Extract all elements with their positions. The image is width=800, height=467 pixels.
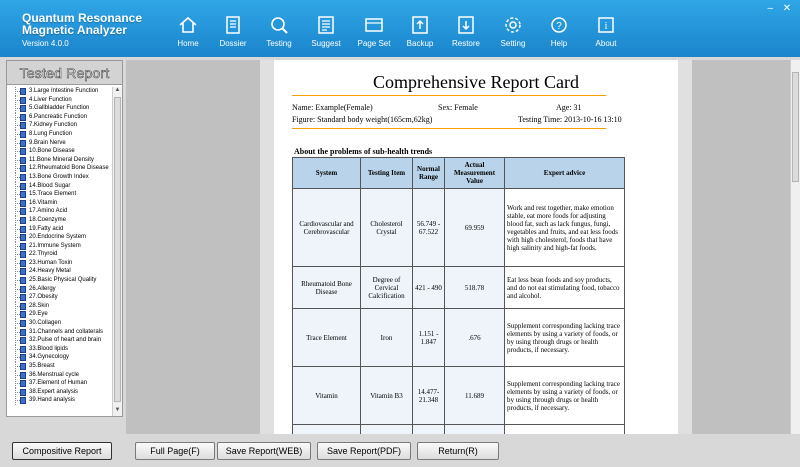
tree-scrollbar[interactable] [112,87,122,416]
table-header-cell: System [293,158,361,189]
tree-scroll-thumb[interactable] [114,97,121,402]
report-tree-item-label: 19.Fatty acid [29,225,64,232]
testing-time: Testing Time: 2013-10-16 13:10 [518,115,622,124]
table-cell: Cholesterol Crystal [361,189,413,267]
report-tree-item[interactable] [7,293,111,302]
document-icon [20,260,26,267]
report-tree-item[interactable] [7,345,111,354]
toolbar-setting-button[interactable] [491,14,535,48]
report-tree-item-label: 35.Breast [29,363,55,369]
report-tree-item[interactable] [7,310,111,319]
compositive-report-button[interactable]: Compositive Report [12,442,112,460]
backup-icon [409,14,431,36]
document-icon [20,243,26,250]
report-tree-item-label: 13.Bone Growth Index [29,173,89,180]
tested-report-panel [6,60,123,417]
report-tree-item-label: 18.Coenzyme [29,216,67,223]
toolbar-label: Dossier [219,39,247,48]
toolbar-label: About [595,39,617,48]
report-tree-item-label: 34.Gynecology [29,354,70,361]
toolbar-home-button[interactable] [166,14,210,48]
report-tree-item[interactable] [7,225,111,234]
scroll-up-icon[interactable]: ▲ [114,87,121,93]
top-toolbar [0,0,800,57]
report-tree-item-label: 11.Bone Mineral Density [29,156,94,163]
table-cell [361,425,413,435]
report-tree-item[interactable] [7,379,111,388]
report-tree-item[interactable] [7,121,111,130]
restore-icon [455,14,477,36]
save-report-pdf-button[interactable]: Save Report(PDF) [317,442,411,460]
viewer-scroll-thumb[interactable] [792,72,799,182]
report-tree-item-label: 24.Heavy Metal [29,268,71,275]
toolbar-label: Suggest [311,39,341,48]
document-icon [20,191,26,198]
document-icon [20,329,26,336]
report-tree-item-label: 23.Human Toxin [29,259,73,266]
patient-sex: Sex: Female [438,103,478,112]
toolbar-label: Setting [500,39,526,48]
report-page [274,60,678,434]
report-tree-item-label: 30.Collagen [29,320,62,327]
document-icon [20,208,26,215]
testing-icon [268,14,290,36]
table-cell: Vitamin B3 [361,367,413,425]
report-tree-item[interactable] [7,319,111,328]
report-tree-item[interactable] [7,207,111,216]
document-icon [20,303,26,310]
scroll-down-icon[interactable]: ▼ [114,407,121,413]
document-icon [20,122,26,129]
report-tree-item-label: 7.Kidney Function [29,122,78,129]
app-version: Version 4.0.0 [22,39,69,48]
section-title: About the problems of sub-health trends [294,147,433,156]
report-tree-item-label: 17.Amino Acid [29,208,68,215]
save-report-web-button[interactable]: Save Report(WEB) [217,442,311,460]
report-tree-item-label: 8.Lung Function [29,130,73,137]
table-cell: 421 - 490 [413,267,445,309]
document-icon [20,97,26,104]
report-tree-item[interactable] [7,216,111,225]
report-tree-item[interactable] [7,276,111,285]
report-tree-item[interactable] [7,182,111,191]
document-icon [20,165,26,172]
table-row [293,367,625,425]
report-tree-item-label: 14.Blood Sugar [29,182,71,189]
document-icon [20,380,26,387]
report-viewer [126,60,800,434]
report-tree-item[interactable] [7,336,111,345]
document-icon [20,131,26,138]
viewer-scrollbar[interactable] [790,60,800,434]
minimize-button[interactable]: – [767,3,773,14]
report-tree-item-label: 32.Pulse of heart and brain [29,337,102,344]
expert-advice-cell: Supplement corresponding lacking trace elements by using a variety of foods, or by using through drugs or health products, if necessary. [505,309,625,367]
document-icon [20,251,26,258]
document-icon [20,88,26,95]
report-tree-item[interactable] [7,302,111,311]
table-row [293,425,625,435]
table-header-cell: Actual Measurement Value [445,158,505,189]
report-tree-item-label: 16.Vitamin [29,199,58,206]
toolbar-label: Help [550,39,568,48]
report-tree-item[interactable] [7,147,111,156]
dossier-icon [222,14,244,36]
report-tree-item[interactable] [7,87,111,96]
report-tree-item[interactable] [7,156,111,165]
app-brand [22,12,142,50]
report-tree-item[interactable] [7,190,111,199]
document-icon [20,389,26,396]
table-header-cell: Normal Range [413,158,445,189]
report-tree-item[interactable] [7,104,111,113]
document-icon [20,114,26,121]
report-tree-item[interactable] [7,242,111,251]
report-tree-item[interactable] [7,173,111,182]
document-icon [20,311,26,318]
gear-icon [502,14,524,36]
toolbar-restore-button[interactable] [444,14,488,48]
tested-report-title: Tested Report [7,61,122,85]
patient-age: Age: 31 [556,103,582,112]
report-tree-item-label: 33.Blood lipids [29,345,69,352]
report-tree-item-label: 6.Pancreatic Function [29,113,88,120]
report-tree-item-label: 37.Element of Human [29,380,88,387]
report-tree-item-label: 22.Thyroid [29,251,58,258]
report-tree-item-label: 15.Trace Element [29,191,77,198]
toolbar-backup-button[interactable] [398,14,442,48]
table-row [293,189,625,267]
toolbar-testing-button[interactable] [257,14,301,48]
table-cell: Trace Element [293,309,361,367]
report-tree-item[interactable] [7,371,111,380]
report-title: Comprehensive Report Card [373,72,579,92]
table-cell: 11.689 [445,367,505,425]
patient-figure: Figure: Standard body weight(165cm,62kg) [292,115,433,124]
toolbar-help-button[interactable] [537,14,581,48]
page-gutter-right [678,60,692,434]
info-divider [292,128,606,129]
suggest-icon [315,14,337,36]
document-icon [20,183,26,190]
svg-text:?: ? [556,21,562,32]
patient-name: Name: Example(Female) [292,103,373,112]
toolbar-dossier-button[interactable] [211,14,255,48]
report-tree-item-label: 27.Obesity [29,294,58,301]
report-tree-item[interactable] [7,164,111,173]
svg-text:i: i [604,21,608,32]
report-tree-item[interactable] [7,328,111,337]
report-tree-item[interactable] [7,250,111,259]
report-tree-item[interactable] [7,267,111,276]
table-cell: 1.151 - 1.847 [413,309,445,367]
table-cell [413,425,445,435]
document-icon [20,157,26,164]
table-cell [445,425,505,435]
report-tree-item[interactable] [7,96,111,105]
table-cell: 69.959 [445,189,505,267]
toolbar-label: Restore [451,39,480,48]
report-tree-item-label: 4.Liver Function [29,96,72,103]
report-tree-item-label: 36.Menstrual cycle [29,371,80,378]
report-tree-item-label: 28.Skin [29,302,50,309]
page-gutter-left [260,60,274,434]
sub-health-table [292,157,625,434]
document-icon [20,397,26,404]
document-icon [20,286,26,293]
report-tree-item-label: 25.Basic Physical Quality [29,277,97,284]
report-tree-item[interactable] [7,130,111,139]
document-icon [20,294,26,301]
document-icon [20,226,26,233]
document-icon [20,174,26,181]
toolbar-label: Page Set [357,39,391,48]
document-icon [20,363,26,370]
report-tree-item-label: 38.Expert analysis [29,388,79,395]
report-tree-item-label: 26.Allergy [29,285,56,292]
document-icon [20,372,26,379]
toolbar-suggest-button[interactable] [304,14,348,48]
table-cell: 56.749 - 67.522 [413,189,445,267]
app-title-line1: Quantum Resonance [22,11,143,25]
report-tree-item-label: 20.Endocrine System [29,234,87,241]
table-row [293,309,625,367]
document-icon [20,105,26,112]
toolbar-label: Home [177,39,199,48]
table-cell: Cardiovascular and Cerebrovascular [293,189,361,267]
report-tree-item[interactable] [7,139,111,148]
expert-advice-cell: Eat less bean foods and soy products, and do not eat stimulating food, tobacco and alcohol. [505,267,625,309]
report-tree-item-label: 10.Bone Disease [29,148,75,155]
document-icon [20,234,26,241]
return-button[interactable]: Return(R) [417,442,499,460]
home-icon [177,14,199,36]
table-cell: Iron [361,309,413,367]
title-divider [292,95,606,96]
table-cell: Degree of Cervical Calcification [361,267,413,309]
document-icon [20,217,26,224]
full-page-button[interactable]: Full Page(F) [135,442,215,460]
toolbar-label: Testing [266,39,292,48]
table-cell: Rheumatoid Bone Disease [293,267,361,309]
table-cell [293,425,361,435]
toolbar-page-set-button[interactable] [352,14,396,48]
report-tree-item-label: 12.Rheumatoid Bone Disease [29,165,109,172]
table-cell: .676 [445,309,505,367]
document-icon [20,320,26,327]
report-tree-item[interactable] [7,233,111,242]
document-icon [20,354,26,361]
report-tree-item[interactable] [7,362,111,371]
report-tree-item-label: 5.Gallbladder Function [29,105,90,112]
expert-advice-cell: Supplement corresponding lacking trace elements by using a variety of foods, or by using through drugs or health products, if necessary. [505,367,625,425]
help-icon [548,14,570,36]
document-icon [20,337,26,344]
document-icon [20,148,26,155]
document-icon [20,140,26,147]
document-icon [20,277,26,284]
toolbar-about-button[interactable] [584,14,628,48]
report-tree-item[interactable] [7,199,111,208]
report-tree-item[interactable] [7,113,111,122]
window-controls [763,3,794,14]
table-header-cell: Expert advice [505,158,625,189]
report-tree-item[interactable] [7,285,111,294]
table-cell: 14.477- 21.348 [413,367,445,425]
app-title-line2: Magnetic Analyzer [22,23,127,37]
page-set-icon [363,14,385,36]
expert-advice-cell: Work and rest together, make emotion stable, eat more foods for adjusting blood fat, such as lack fungus, fungi, vegetables and fruits, and eat less foods with high cholesterol, foods that have high salinity and high-fat foods. [505,189,625,267]
report-tree-item-label: 9.Brain Nerve [29,139,66,146]
report-tree-item-label: 29.Eye [29,311,48,318]
report-tree-item-label: 39.Hand analysis [29,397,76,404]
report-tree [7,87,111,416]
document-icon [20,268,26,275]
toolbar-label: Backup [406,39,434,48]
report-tree-item-label: 3.Large Intestine Function [29,88,99,94]
report-tree-item[interactable] [7,353,111,362]
document-icon [20,346,26,353]
document-icon [20,200,26,207]
report-tree-item[interactable] [7,396,111,405]
close-button[interactable]: ✕ [782,3,792,14]
table-header-cell: Testing Item [361,158,413,189]
report-tree-item[interactable] [7,388,111,397]
report-tree-item-label: 21.Immune System [29,242,81,249]
report-tree-item[interactable] [7,259,111,268]
table-cell: Vitamin [293,367,361,425]
about-icon [595,14,617,36]
table-cell: 518.78 [445,267,505,309]
report-tree-item-label: 31.Channels and collaterals [29,328,104,335]
expert-advice-cell [505,425,625,435]
table-row [293,267,625,309]
